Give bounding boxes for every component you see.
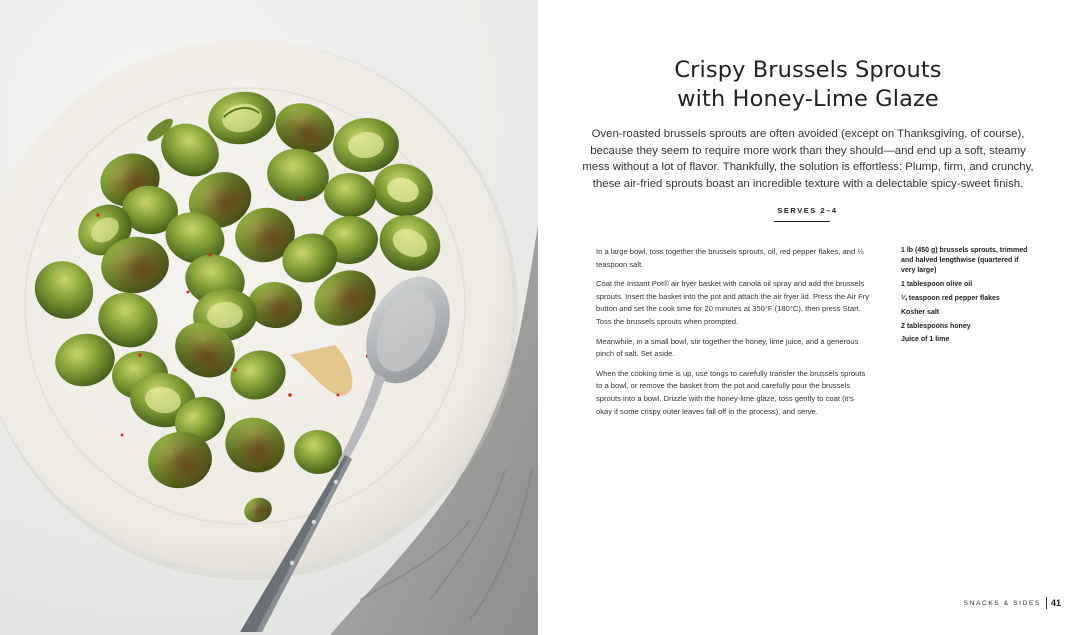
serves-label: SERVES 2–4 bbox=[777, 206, 838, 215]
ingredient-list bbox=[901, 246, 1029, 349]
ingredient-item: Juice of 1 lime bbox=[901, 336, 950, 344]
ingredient-item: 1 tablespoon olive oil bbox=[901, 281, 973, 289]
recipe-title bbox=[558, 56, 1058, 114]
ingredient-item: ¼ teaspoon red pepper flakes bbox=[901, 295, 1000, 302]
recipe-photo bbox=[0, 0, 538, 635]
page-footer bbox=[964, 597, 1061, 609]
recipe-step-3: Meanwhile, in a small bowl, stir together the honey, lime juice, and a generous pinch of salt. Set aside. bbox=[596, 336, 859, 359]
ingredient-item: 2 tablespoons honey bbox=[901, 322, 971, 330]
ingredient-item: 1 lb (450 g) brussels sprouts, trimmed and halved lengthwise (quartered if very large) bbox=[901, 247, 1028, 275]
serves-divider bbox=[774, 221, 830, 222]
recipe-title-line-1: Crispy Brussels Sprouts bbox=[674, 57, 942, 83]
recipe-intro: Oven-roasted brussels sprouts are often avoided (except on Thanksgiving, of course), because they seem to require more work than they should—and end up a soft, steamy mess without a lot of flavor. Thankfully, the solution is effortless: Plump, firm, and crunchy, these air-fried sprouts boast an incredible texture with a delectable spicy-sweet finish. bbox=[582, 128, 1034, 190]
recipe-title-line-2: with Honey-Lime Glaze bbox=[677, 86, 939, 112]
recipe-step-2: Coat the Instant Pot® air fryer basket with canola oil spray and add the brussels sprouts. Insert the basket into the pot and attach the air fryer lid. Press the Air Fry button and set the cook time for 20 minutes at 350°F (180°C), then press Start. Toss the brussels sprouts when prompted. bbox=[596, 279, 870, 326]
brussels-sprouts-plate-icon bbox=[0, 0, 538, 635]
recipe-step-1: In a large bowl, toss together the brussels sprouts, oil, red pepper flakes, and ¼ teaspoon salt. bbox=[596, 247, 864, 269]
recipe-step-4: When the cooking time is up, use tongs to carefully transfer the brussels sprouts to a bowl, or remove the basket from the pot and carefully pour the brussels sprouts into a bowl. Drizzle with the honey-lime glaze, toss gently to coat (it’s okay if some crispy outer leaves fall off in the process), and serve. bbox=[596, 368, 866, 416]
footer-divider bbox=[1046, 597, 1047, 609]
recipe-page bbox=[538, 0, 1077, 635]
page-number: 41 bbox=[1050, 598, 1061, 608]
section-name: SNACKS & SIDES bbox=[963, 599, 1041, 607]
recipe-steps bbox=[596, 246, 870, 425]
ingredient-item: Kosher salt bbox=[901, 308, 940, 316]
